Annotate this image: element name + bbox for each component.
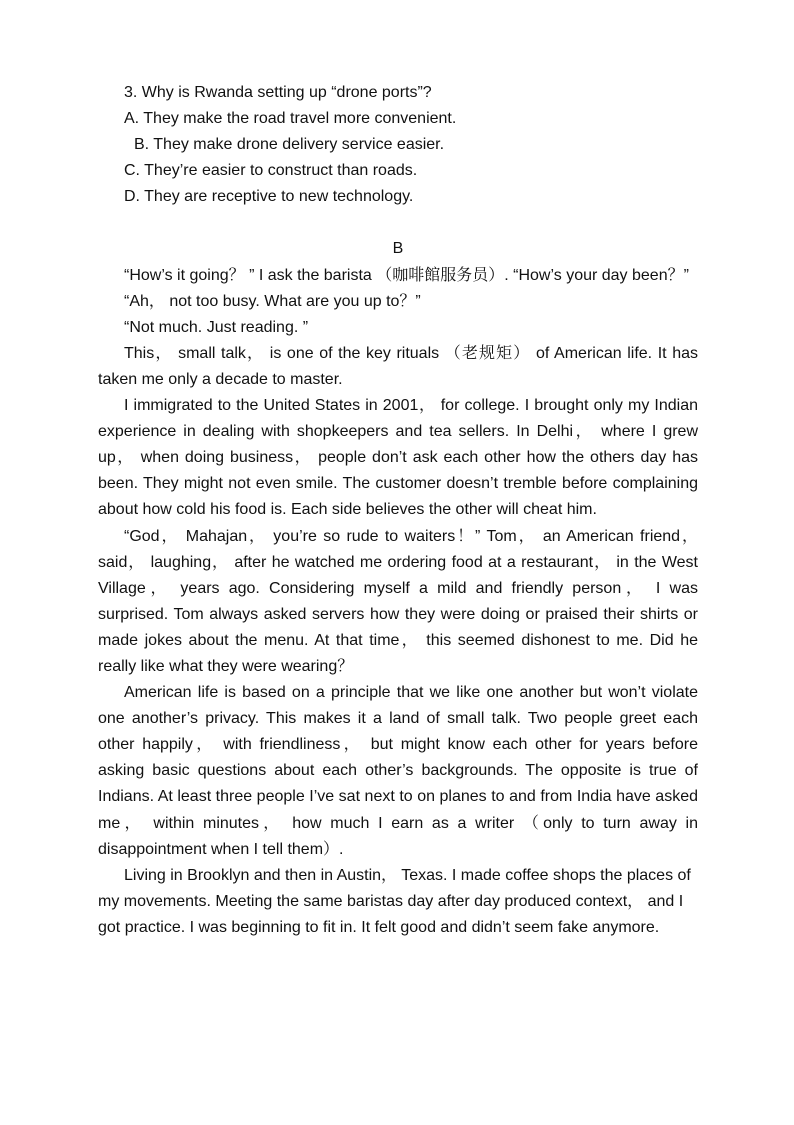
question-stem: 3. Why is Rwanda setting up “drone ports”? — [124, 84, 432, 101]
document-page — [98, 80, 698, 941]
paragraph-5: I immigrated to the United States in 2001， for college. I brought only my Indian experience in dealing with shopkeepers and tea sellers. In Delhi， where I grew up， when doing business， people don’t ask each other how the others day has been. They might not even smile. The customer doesn’t tremble before complaining about how cold his food is. Each side believes the other will cheat him. — [98, 397, 698, 519]
option-b: B. They make drone delivery service easier. — [134, 136, 445, 154]
paragraph-6: “God， Mahajan， you’re so rude to waiters！” Tom， an American friend， said， laughing， after he watched me ordering food at a restaurant， in the West Village， years ago. Considering myself a mild and friendly person， I was surprised. Tom always asked servers how they were doing or praised their shirts or made jokes about the menu. At that time， this seemed dishonest to me. Did he really like what they were wearing？ — [98, 527, 698, 675]
paragraph-3: “Not much. Just reading. ” — [124, 318, 309, 336]
option-c: C. They’re easier to construct than roads. — [124, 162, 418, 180]
paragraph-2: “Ah， not too busy. What are you up to？” — [124, 292, 421, 310]
option-d: D. They are receptive to new technology. — [124, 188, 414, 206]
paragraph-7: American life is based on a principle that we like one another but won’t violate one another’s privacy. This makes it a land of small talk. Two people greet each other happily， with friendliness， but might know each other for years before asking basic questions about each other’s backgrounds. The opposite is true of Indians. At least three people I’ve sat next to on planes to and from India have asked me， within minutes， how much I earn as a writer （only to turn away in disappointment when I tell them）. — [98, 684, 698, 858]
section-heading: B — [392, 240, 404, 258]
paragraph-4: This， small talk， is one of the key rituals （老规矩） of American life. It has taken me only a decade to master. — [98, 344, 698, 388]
option-a: A. They make the road travel more convenient. — [124, 110, 457, 128]
paragraph-1: “How’s it going？ ” I ask the barista （咖啡館服务员）. “How’s your day been？” — [124, 266, 689, 284]
paragraph-8: Living in Brooklyn and then in Austin， Texas. I made coffee shops the places of my movements. Meeting the same baristas day after day produced context， and I got practice. I was beginning to fit in. It felt good and didn’t seem fake anymore. — [98, 866, 691, 936]
